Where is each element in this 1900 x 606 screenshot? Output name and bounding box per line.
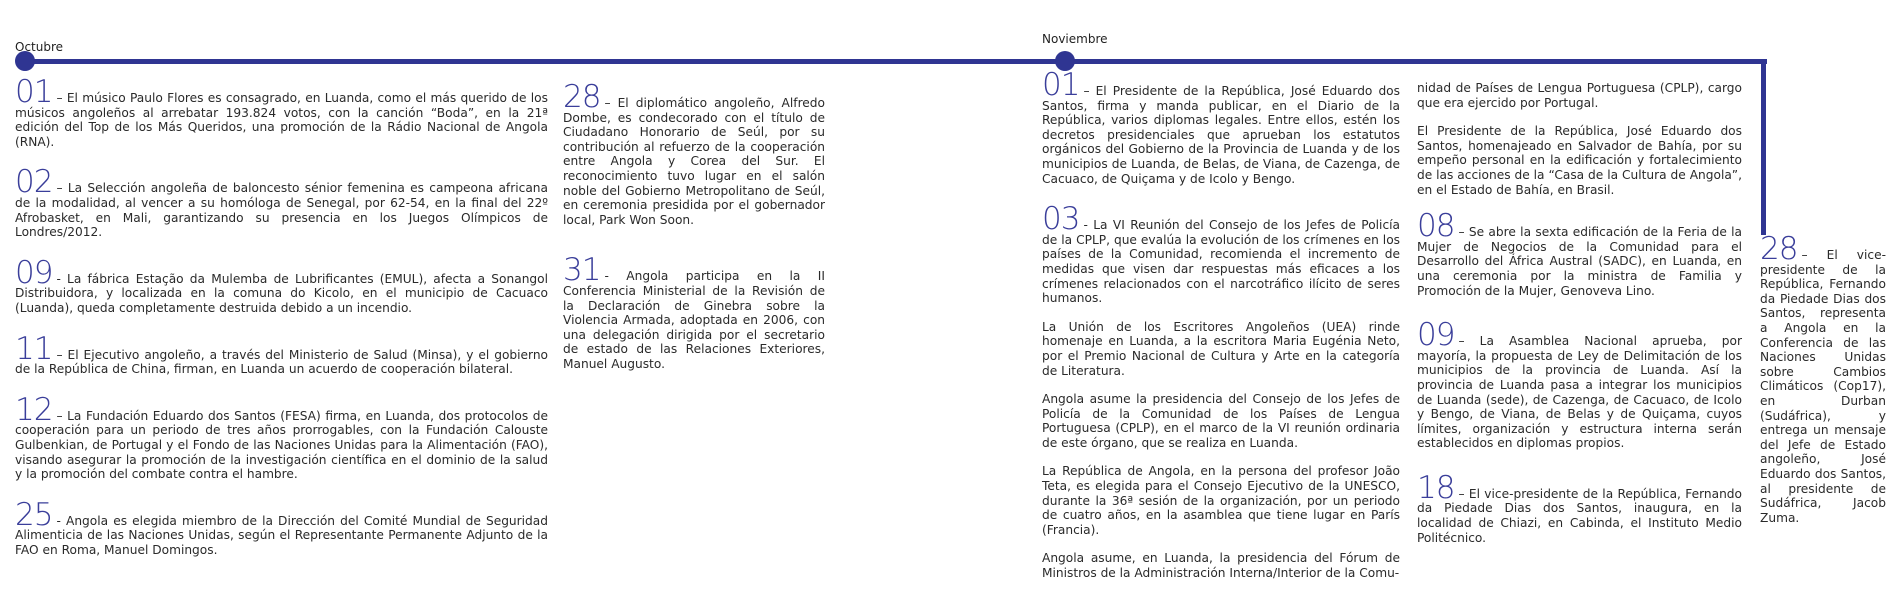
entry-oct-28 <box>563 79 825 227</box>
day-number: 28 <box>1760 231 1798 267</box>
entry-text: – El vice-presidente de la República, Fernando da Piedade Dias dos Santos, inaugura, en la localidad de Chiazi, en Cabinda, el Instituto Medio Politécnico. <box>1417 486 1742 545</box>
entry-oct-09 <box>15 254 548 316</box>
timeline-drop-line <box>1761 59 1766 235</box>
day-number: 28 <box>563 79 601 115</box>
november-column-1 <box>1042 67 1400 595</box>
day-number: 25 <box>15 496 53 533</box>
month-label-october: Octubre <box>15 40 64 54</box>
entry-text: - La VI Reunión del Consejo de los Jefes de Policía de la CPLP, que evalúa la evolución de los crímenes en los países de la Comunidad, recomienda el incremento de medidas que visen dar respuestas más eficaces a los crímenes relacionados con el narcotráfico ilícito de seres humanos. <box>1042 218 1400 306</box>
november-column-2 <box>1417 81 1742 569</box>
timeline-line <box>24 59 1767 64</box>
entry-text: – El Presidente de la República, José Eduardo dos Santos, firma y manda publicar, en el Diario de la República, varios diplomas legales. Entre ellos, estén los decretos presidenciales que aprueban los estatutos orgánicos del Gobierno de la Provincia de Luanda y de los municipios de Luanda, de Belas, de Viana, de Cazenga, de Cacuaco, de Quiçama y de Icolo y Bengo. <box>1042 84 1400 186</box>
entry-oct-31 <box>563 252 825 371</box>
day-number: 11 <box>15 330 53 367</box>
entry-nov-28 <box>1760 231 1886 525</box>
day-number: 01 <box>1042 67 1080 103</box>
entry-nov-18 <box>1417 469 1742 545</box>
day-number: 09 <box>15 254 53 291</box>
day-number: 31 <box>563 252 601 289</box>
day-number: 03 <box>1042 201 1080 238</box>
entry-text: - La fábrica Estação da Mulemba de Lubrificantes (EMUL), afecta a Sonangol Distribuidora, y localizada en la comuna do Kicolo, en el municipio de Cacuaco (Luanda), queda completamente destruida debido a un incendio. <box>15 271 548 315</box>
entry-nov-09 <box>1417 317 1742 451</box>
paragraph-bahia-homage: El Presidente de la República, José Eduardo dos Santos, homenajeado en Salvador de Bahía, por su empeño personal en la edificación y fortalecimiento de las acciones de la “Casa de la Cultura de Angola”, en el Estado de Bahía, en Brasil. <box>1417 124 1742 197</box>
entry-nov-03 <box>1042 201 1400 306</box>
entry-oct-12 <box>15 391 548 482</box>
entry-text: – El diplomático angoleño, Alfredo Dombe, es condecorado con el título de Ciudadano Honorario de Seúl, por su contribución al refuerzo de la cooperación entre Angola y Corea del Sur. El reconocimiento tuvo lugar en el salón noble del Gobierno Metropolitano de Seúl, en ceremonia presidida por el gobernador local, Park Won Soon. <box>563 96 825 227</box>
day-number: 09 <box>1417 317 1455 354</box>
entry-text: - Angola es elegida miembro de la Dirección del Comité Mundial de Seguridad Alimenticia de las Naciones Unidas, según el Representante Permanente Adjunto de la FAO en Roma, Manuel Domingos. <box>15 513 548 557</box>
october-column-2 <box>563 79 825 402</box>
entry-oct-02 <box>15 164 548 240</box>
entry-nov-08 <box>1417 208 1742 298</box>
paragraph-uea-homage: La Unión de los Escritores Angoleños (UEA) rinde homenaje en Luanda, a la escritora Maria Eugénia Neto, por el Premio Nacional de Cultura y Arte en la categoría de Literatura. <box>1042 319 1400 378</box>
paragraph-cplp-continued: nidad de Países de Lengua Portuguesa (CPLP), cargo que era ejercido por Portugal. <box>1417 81 1742 110</box>
entry-text: - Angola participa en la II Conferencia Ministerial de la Revisión de la Declaración de Ginebra sobre la Violencia Armada, adoptada en 2006, con una delegación dirigida por el secretario de estado de las Relaciones Exteriores, Manuel Augusto. <box>563 269 825 371</box>
paragraph-unesco: La República de Angola, en la persona del profesor João Teta, es elegida para el Consejo Ejecutivo de la UNESCO, durante la 36ª sesión de la organización, por un periodo de cuatro años, en la asamblea que tiene lugar en París (Francia). <box>1042 464 1400 537</box>
entry-text: – La Fundación Eduardo dos Santos (FESA) firma, en Luanda, dos protocolos de cooperación para un periodo de tres años prorrogables, con la Fundación Calouste Gulbenkian, de Portugal y el Fondo de las Naciones Unidas para la Alimentación (FAO), visando asegurar la promoción de la investigación científica en el dominio de la salud y la promoción del combate contra el hambre. <box>15 408 548 482</box>
day-number: 01 <box>15 74 53 110</box>
entry-text: – El vice-presidente de la República, Fernando da Piedade Dias dos Santos, representa a Angola en la Conferencia de las Naciones Unidas sobre Cambios Climáticos (Cop17), en Durban (Sudáfrica), y entrega un mensaje del Jefe de Estado angoleño, José Eduardo dos Santos, al presidente de Sudáfrica, Jacob Zuma. <box>1760 248 1886 525</box>
paragraph-ministers-forum: Angola asume, en Luanda, la presidencia del Fórum de Ministros de la Administración Interna/Interior de la Comu- <box>1042 551 1400 581</box>
entry-oct-11 <box>15 330 548 377</box>
month-label-november: Noviembre <box>1042 32 1108 46</box>
day-number: 12 <box>15 391 53 428</box>
day-number: 08 <box>1417 208 1455 245</box>
entry-text: – El Ejecutivo angoleño, a través del Ministerio de Salud (Minsa), y el gobierno de la República de China, firman, en Luanda un acuerdo de cooperación bilateral. <box>15 347 548 377</box>
entry-text: – La Selección angoleña de baloncesto sénior femenina es campeona africana de la modalidad, al vencer a su homóloga de Senegal, por 62-54, en la final del 22º Afrobasket, en Mali, garantizando su presencia en los Juegos Olímpicos de Londres/2012. <box>15 181 548 240</box>
november-column-3 <box>1760 231 1886 545</box>
entry-oct-25 <box>15 496 548 558</box>
entry-text: – El músico Paulo Flores es consagrado, en Luanda, como el más querido de los músicos angoleños al arrebatar 193.824 votos, con la canción “Boda”, en la 21ª edición del Top de los Más Queridos, una promoción de la Rádio Nacional de Angola (RNA). <box>15 91 548 149</box>
october-column-1 <box>15 74 548 577</box>
entry-text: – Se abre la sexta edificación de la Feria de la Mujer de Negocios de la Comunidad para el Desarrollo del África Austral (SADC), en Luanda, en una ceremonia por la ministra de Familia y Promoción de la Mujer, Genoveva Lino. <box>1417 225 1742 298</box>
paragraph-police-council: Angola asume la presidencia del Consejo de los Jefes de Policía de la Comunidad de los Países de Lengua Portuguesa (CPLP), en el marco de la VI reunión ordinaria de este órgano, que se realiza en Luanda. <box>1042 392 1400 450</box>
entry-oct-01 <box>15 74 548 149</box>
entry-nov-01 <box>1042 67 1400 186</box>
day-number: 02 <box>15 164 53 201</box>
day-number: 18 <box>1417 469 1455 506</box>
entry-text: – La Asamblea Nacional aprueba, por mayoría, la propuesta de Ley de Delimitación de los municipios de la provincia de Luanda. Así la provincia de Luanda pasa a integrar los municipios de Luanda (sede), de Cazenga, de Cacuaco, de Icolo y Bengo, de Viana, de Belas y de Quiçama, cuyos límites, organización y estructura interna serán establecidos en diplomas propios. <box>1417 334 1742 451</box>
timeline-marker-october <box>15 51 35 71</box>
